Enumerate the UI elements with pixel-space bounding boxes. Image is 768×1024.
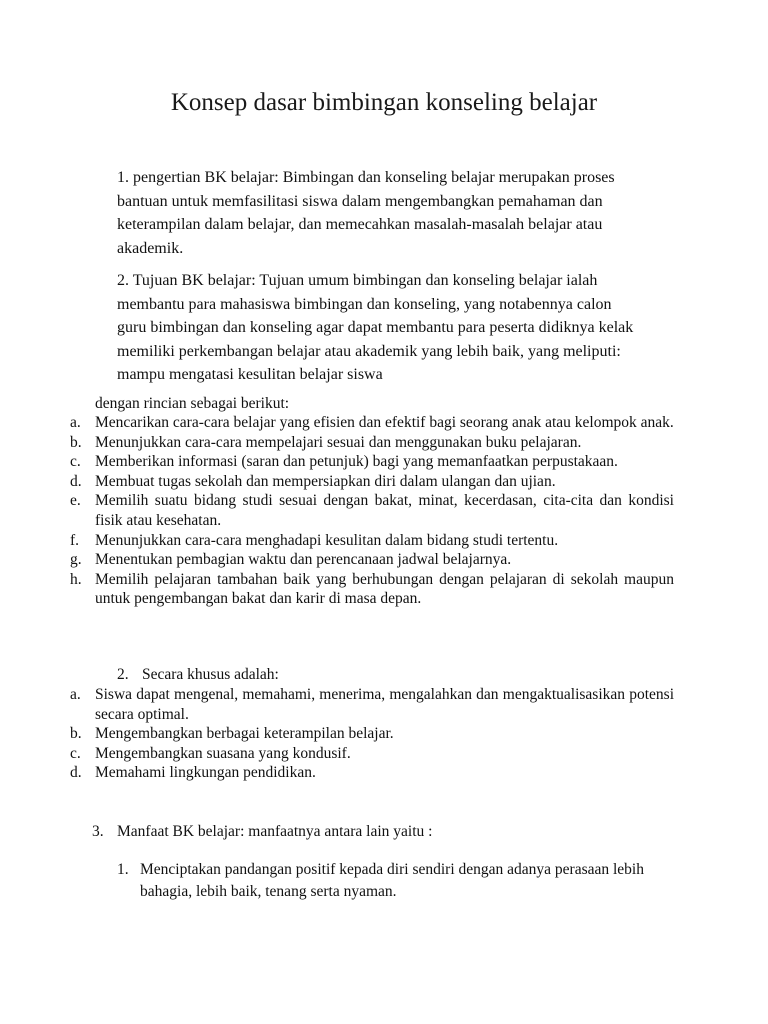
list-item	[70, 570, 674, 609]
section-2-paragraph: 2. Tujuan BK belajar: Tujuan umum bimbingan dan konseling belajar ialah membantu para mahasiswa bimbingan dan konseling, yang notabennya calon guru bimbingan dan konseling agar dapat membantu para peserta didiknya kelak memiliki perkembangan belajar atau akademik yang lebih baik, yang meliputi: mampu mengatasi kesulitan belajar siswa	[117, 272, 634, 384]
heading-text: Secara khusus adalah:	[142, 666, 279, 683]
list-item-text: Menentukan pembagian waktu dan perencanaan jadwal belajarnya.	[95, 551, 512, 569]
heading-text: Manfaat BK belajar: manfaatnya antara lain yaitu :	[117, 823, 433, 840]
list-item-text: Memahami lingkungan pendidikan.	[95, 764, 316, 782]
list-item	[70, 744, 674, 764]
list-marker: b.	[70, 725, 82, 743]
list-marker: b.	[70, 433, 82, 451]
list-item	[70, 550, 674, 570]
list-item	[70, 413, 674, 433]
list-item	[70, 724, 674, 744]
list-marker: a.	[70, 686, 81, 703]
list-item	[70, 491, 674, 530]
list-intro: dengan rincian sebagai berikut:	[95, 395, 290, 412]
list-item-text: Mengembangkan suasana yang kondusif.	[95, 744, 351, 762]
page-title: Konsep dasar bimbingan konseling belajar	[170, 89, 598, 116]
list-item	[70, 452, 674, 472]
list-marker: e.	[70, 492, 81, 510]
list-item-text: Mencarikan cara-cara belajar yang efisien dan efektif bagi seorang anak atau kelompok anak.	[95, 414, 674, 431]
list-item	[70, 531, 674, 551]
list-item	[70, 472, 674, 492]
secara-khusus-heading	[117, 665, 279, 685]
list-item-text: Siswa dapat mengenal, memahami, menerima, mengalahkan dan mengaktualisasikan potensi secara optimal.	[95, 686, 674, 723]
list-marker: d.	[70, 472, 82, 490]
list-marker: c.	[70, 453, 81, 471]
list-item	[70, 433, 674, 453]
list-marker: a.	[70, 414, 81, 431]
list-marker: g.	[70, 551, 82, 569]
list-item-text: Memilih pelajaran tambahan baik yang berhubungan dengan pelajaran di sekolah maupun untuk pengembangan bakat dan karir di masa depan.	[95, 570, 674, 608]
list-marker: f.	[70, 531, 80, 549]
list-item-text: Menunjukkan cara-cara menghadapi kesulitan dalam bidang studi tertentu.	[95, 531, 559, 549]
khusus-list	[70, 685, 674, 783]
list-item-text: Memilih suatu bidang studi sesuai dengan bakat, minat, kecerdasan, cita-cita dan kondisi fisik atau kesehatan.	[95, 492, 674, 529]
manfaat-item	[117, 859, 657, 903]
section-1-paragraph: 1. pengertian BK belajar: Bimbingan dan konseling belajar merupakan proses bantuan untuk memfasilitasi siswa dalam mengembangkan pemahaman dan keterampilan dalam belajar, dan memecahkan masalah-masalah belajar atau akademik.	[117, 169, 615, 257]
item-number: 1.	[117, 861, 129, 878]
list-marker: c.	[70, 744, 81, 762]
manfaat-heading	[92, 822, 432, 842]
item-text: Menciptakan pandangan positif kepada diri sendiri dengan adanya perasaan lebih bahagia, lebih baik, tenang serta nyaman.	[140, 861, 644, 900]
list-item-text: Menunjukkan cara-cara mempelajari sesuai dan menggunakan buku pelajaran.	[95, 433, 582, 451]
list-item-text: Membuat tugas sekolah dan mempersiapkan diri dalam ulangan dan ujian.	[95, 472, 556, 490]
list-item-text: Memberikan informasi (saran dan petunjuk) bagi yang memanfaatkan perpustakaan.	[95, 453, 618, 471]
list-marker: d.	[70, 764, 82, 782]
list-item	[70, 685, 674, 724]
list-item	[70, 763, 674, 783]
list-item-text: Mengembangkan berbagai keterampilan belajar.	[95, 725, 394, 743]
list-marker: h.	[70, 570, 82, 588]
heading-number: 2.	[117, 666, 129, 683]
heading-number: 3.	[92, 823, 104, 840]
rincian-list	[70, 413, 674, 609]
